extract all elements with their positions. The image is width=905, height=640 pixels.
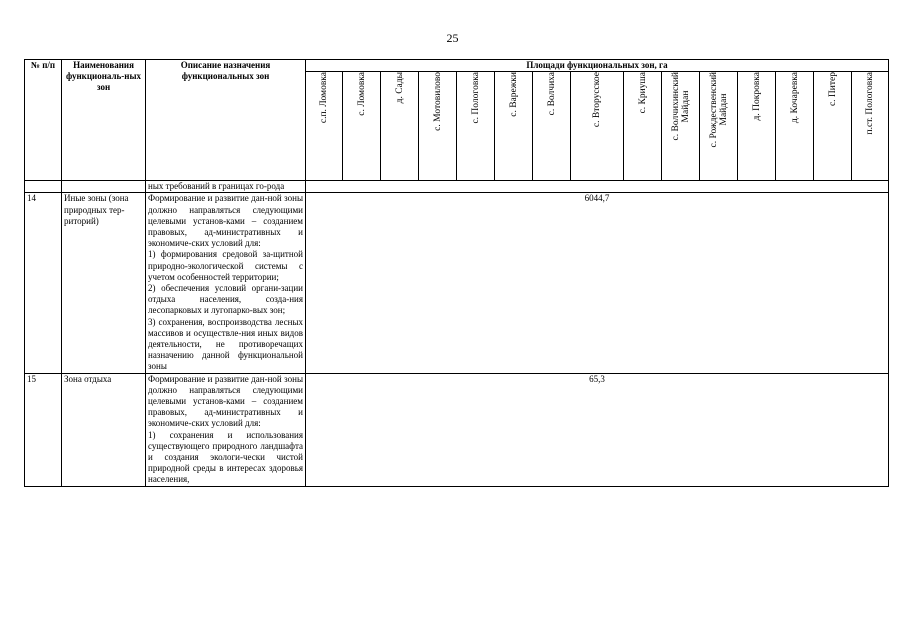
- zone-name: Зона отдыха: [62, 373, 146, 486]
- table-row: [25, 181, 889, 193]
- functional-zones-table: [24, 59, 889, 487]
- col-header-area-group: Площади функциональных зон, га: [306, 60, 889, 72]
- row-number: 14: [25, 193, 62, 373]
- settlement-header: [495, 72, 533, 181]
- settlement-header-label: с. Пологовка: [470, 72, 481, 124]
- table-row: [25, 193, 889, 373]
- settlement-header: [533, 72, 571, 181]
- zone-area: [306, 181, 889, 193]
- settlement-header-label: с. Рождественский Майдан: [708, 72, 729, 148]
- settlement-header: [700, 72, 738, 181]
- col-header-description: Описание назначения функциональных зон: [146, 60, 306, 181]
- settlement-header-label: с. Вторусское: [592, 72, 602, 128]
- settlement-header-label: с. Волчиха: [546, 72, 557, 116]
- zone-description: ных требований в границах го-рода: [146, 181, 306, 193]
- zone-area: 6044,7: [306, 193, 889, 373]
- settlement-header: [776, 72, 814, 181]
- row-number: 15: [25, 373, 62, 486]
- settlement-header-label: с. Питер: [827, 72, 838, 107]
- zone-description: Формирование и развитие дан-ной зоны должно направляться следующими целевыми установ-ками – созданием правовых, ад-министративных и экономиче-ских условий для: 1) формирования средовой за-щитной природно-экологической системы с учетом особенностей территории; 2) обеспечения условий органи-зации отдыха населения, созда-ния лесопарковых и лугопарко-вых зон; 3) сохранения, воспроизводства лесных массивов и осуществле-ния иных видов деятельности, не противоречащих назначению данной функциональной зоны: [146, 193, 306, 373]
- settlement-header: [306, 72, 343, 181]
- settlement-header: [343, 72, 381, 181]
- settlement-header: [457, 72, 495, 181]
- settlement-header-label: д. Кочаревка: [789, 72, 800, 124]
- col-header-no: № п/п: [25, 60, 62, 181]
- col-header-name: Наименования функциональ-ных зон: [62, 60, 146, 181]
- settlement-header-label: д. Покровка: [751, 72, 762, 121]
- settlement-header: [381, 72, 419, 181]
- zone-name: Иные зоны (зона природных тер-риторий): [62, 193, 146, 373]
- settlement-header-label: с.п. Ломовка: [319, 72, 329, 124]
- settlement-header-label: с. Волчихинский Майдан: [670, 72, 691, 141]
- settlement-header: [814, 72, 852, 181]
- zone-description: Формирование и развитие дан-ной зоны должно направляться следующими целевыми установ-ками – созданием правовых, ад-министративных и экономиче-ских условий для: 1) сохранения и использования существующего природного ландшафта и создания экологи-чески чистой природной среды в интересах здоровья населения,: [146, 373, 306, 486]
- settlement-header: [571, 72, 624, 181]
- settlement-header-label: д. Сады: [394, 72, 405, 104]
- settlement-header: [624, 72, 662, 181]
- settlement-header: [738, 72, 776, 181]
- settlement-header-label: с. Криуша: [637, 72, 648, 114]
- settlement-header: [852, 72, 889, 181]
- settlement-header-label: с. Варежки: [508, 72, 519, 117]
- settlement-header-label: п.ст. Пологовка: [865, 72, 875, 135]
- table-row: [25, 373, 889, 486]
- settlement-header-label: с. Мотовилово: [432, 72, 443, 132]
- settlement-header-label: с. Ломовка: [356, 72, 367, 116]
- settlement-header: [662, 72, 700, 181]
- zone-area: 65,3: [306, 373, 889, 486]
- row-number: [25, 181, 62, 193]
- page-number: 25: [446, 31, 459, 45]
- settlement-header: [419, 72, 457, 181]
- header-row-group: [25, 60, 889, 72]
- zone-name: [62, 181, 146, 193]
